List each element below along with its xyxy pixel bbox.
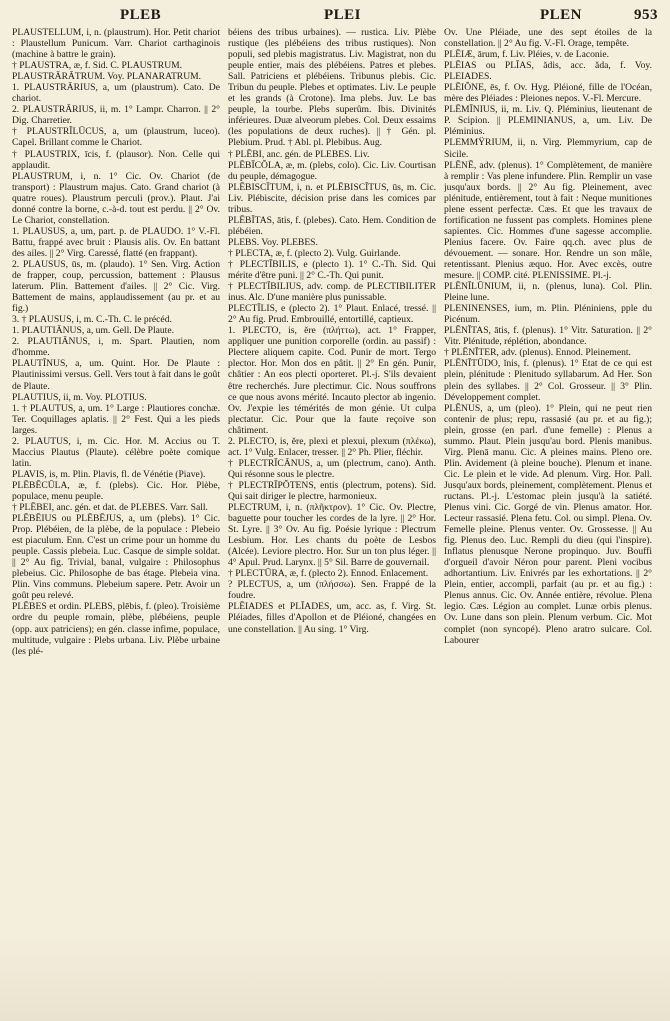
- dictionary-entry: 1. PLAUSTRĀRIUS, a, um (plaustrum). Cato. De chariot.: [12, 82, 220, 105]
- dictionary-entry: 3. † PLAUSUS, i, m. C.-Th. C. le précéd.: [12, 314, 172, 326]
- dictionary-entry: PLĒBĒCŪLA, æ, f. (plebs). Cic. Hor. Plèbe, populace, menu peuple.: [12, 479, 220, 502]
- dictionary-entry: PLĒNUS, a, um (pleo). 1° Plein, qui ne peut rien contenir de plus; repu, rassasié (au pr. et au fig.); plein, grosse (en parl. d'une femelle) : Plenus a summo. Plaut. Plein jusqu'au bord. Plenis manibus. Virg. Plenā manu. Cic. A pleines mains. Pleno ore. Plin. Avidement (à pleine bouche). Plenum et inane. Cic. Le plein et le vide. Ad plenum. Virg. Hor. Pall. Jusqu'aux bords, pleinement, complètement. Plenus et ructans. Pl.-j. L'estomac plein jusqu'à la satiété. Plenus vini. Cic. Gorgé de vin. Plenus amator. Hor. Lecteur rassasié. Plena fetu. Col. ou simpl. Plena. Ov. Femelle pleine. Plenus venter. Ov. Grossesse. || Au fig. Plenus deo. Luc. Rempli du dieu (qui l'inspire). Inflatus plenusque Nerone propinquo. Juv. Bouffi d'orgueil d'avoir Néron pour parent. Pleni vocibus adhortantium. Liv. Enivrés par les exhortations. || 2° Plein, entier, accompli, parfait (au pr. et au fig.) : Plenus annus. Cic. Ov. Année entière, révolue. Plena legio. Cæs. Légion au complet. Lunæ orbis plenus. Ov. Lune dans son plein. Plenum verbum. Cic. Mot complet (non syncopé). Pleno aratro sulcare. Col. Labourer: [444, 402, 652, 646]
- dictionary-entry: PLĒIÆ, ārum, f. Liv. Pléies, v. de Laconie.: [444, 49, 610, 61]
- dictionary-entry: PLEMMŸRIUM, ii, n. Virg. Plemmyrium, cap de Sicile.: [444, 137, 652, 160]
- dictionary-entry: 2. PLECTO, is, ĕre, plexi et plexui, plexum (πλέκω), act. 1° Vulg. Enlacer, tresser. || 2° Ph. Plier, fléchir.: [228, 435, 436, 458]
- dictionary-entry: PLĒIADES et PLĪADES, um, acc. as, f. Virg. St. Pléiades, filles d'Apollon et de Pléioné, changées en une constellation. || Au sing. 1° Virg.: [228, 601, 436, 635]
- dictionary-entry: PLĒNĪLŪNIUM, ii, n. (plenus, luna). Col. Plin. Pleine lune.: [444, 281, 652, 304]
- dictionary-entry: † PLECTĪBILIS, e (plecto 1). 1° C.-Th. Sid. Qui mérite d'être puni. || 2° C.-Th. Qui punit.: [228, 258, 436, 282]
- dictionary-entry: 2. PLAUSTRĀRIUS, ii, m. 1° Lampr. Charron. || 2° Dig. Charretier.: [12, 104, 220, 127]
- dictionary-entry: PLĒNĬTAS, ātis, f. (plenus). 1° Vitr. Saturation. || 2° Vitr. Plénitude, réplétion, abondance.: [444, 325, 652, 348]
- dictionary-entry: PLĒMĪNIUS, ii, m. Liv. Q. Pléminius, lieutenant de P. Scipion. || PLEMINIANUS, a, um. Liv. De Pléminius.: [444, 104, 652, 138]
- text-columns: [12, 27, 660, 1017]
- dictionary-entry: PLĒBĒIUS ou PLĒBĒJUS, a, um (plebs). 1° Cic. Prop. Plébéien, de la plèbe, de la populace : Plebeio est piaculum. Enn. C'est un crime pour un homme du peuple. Cassis plebeia. Luc. Casque de simple soldat. || 2° Au fig. Trivial, banal, vulgaire : Philosophus plebeius. Cic. Philosophe de bas étage. Plebeia vina. Plin. Vins communs. Plebeium sapere. Petr. Avoir un goût peu relevé.: [12, 513, 220, 602]
- running-header: [12, 5, 660, 25]
- dictionary-entry: PLĒBES et ordin. PLEBS, plēbis, f. (pleo). Troisième ordre du peuple romain, plèbe, plébéiens, peuple (opp. aux patriciens); en gén. classe infime, populace, multitude, vulgaire : Plebs urbana. Liv. Plèbe urbaine (les plé-: [12, 601, 220, 657]
- header-guide-word-right: PLEN: [540, 7, 583, 23]
- column-right: [444, 27, 652, 1017]
- dictionary-entry: PLAUSTRUM, i, n. 1° Cic. Ov. Chariot (de transport) : Plaustrum majus. Cato. Grand chariot (à quatre roues). Plaustrum perculi (prov.). Plaut. J'ai donné contre la borne, c.-à-d. tout est perdu. || 2° Ov. Le Chariot, constellation.: [12, 170, 220, 226]
- dictionary-entry: † PLAUSTRĪLŪCUS, a, um (plaustrum, luceo). Capel. Brillant comme le Chariot.: [12, 126, 220, 149]
- dictionary-entry: † PLAUSTRA, æ, f. Sid. C. PLAUSTRUM.: [12, 60, 183, 72]
- page-number: 953: [634, 7, 658, 23]
- dictionary-entry: 2. PLAUTUS, i, m. Cic. Hor. M. Accius ou T. Maccius Plautus (Plaute). célèbre poète comique latin.: [12, 435, 220, 469]
- dictionary-entry: 1. PLAUTIĀNUS, a, um. Gell. De Plaute.: [12, 325, 175, 337]
- dictionary-entry: PLENINENSES, ium, m. Plin. Pléniniens, pple du Picénum.: [444, 303, 652, 326]
- dictionary-entry: béiens des tribus urbaines). — rustica. Liv. Plèbe rustique (les plébéiens des tribus rustiques). Non populi, sed plebis magistratus. Liv. Magistrat, non du peuple entier, mais des plébéiens. Patres et plebes. Sall. Patriciens et plébéiens. Tribunus plebis. Cic. Tribun du peuple. Plebes et optimates. Liv. Le peuple et les grands (à Crotone). Ima plebs. Juv. Le bas peuple, la tourbe. Plebs superûm. Ibis. Divinités inférieures. Duæ alveorum plebes. Col. Deux essaims (les populations de deux ruches). || † Gén. pl. Plebium. Prud. † Abl. pl. Plebibus. Aug.: [228, 27, 436, 149]
- dictionary-entry: PLĒIŎNE, ēs, f. Ov. Hyg. Pléioné, fille de l'Océan, mère des Pléiades : Pleiones nepos. V.-Fl. Mercure.: [444, 82, 652, 105]
- dictionary-entry: † PLECTŪRA, æ, f. (plecto 2). Ennod. Enlacement.: [228, 568, 429, 580]
- dictionary-entry: † PLAUSTRIX, īcis, f. (plausor). Non. Celle qui applaudit.: [12, 148, 220, 171]
- dictionary-entry: PLAUTĪNUS, a, um. Quint. Hor. De Plaute : Plautinissimi versus. Gell. Vers tout à fait dans le goût de Plaute.: [12, 358, 220, 392]
- dictionary-entry: † PLECTRĪCĀNUS, a, um (plectrum, cano). Anth. Qui résonne sous le plectre.: [228, 457, 436, 480]
- dictionary-entry: † PLECTĪBILIUS, adv. comp. de PLECTIBILITER inus. Alc. D'une manière plus punissable.: [228, 281, 436, 304]
- dictionary-entry: PLAVIS, is, m. Plin. Plavis, fl. de Vénétie (Piave).: [12, 468, 206, 480]
- dictionary-entry: 1. † PLAUTUS, a, um. 1° Large : Plautiores conchæ. Ter. Coquillages aplatis. || 2° Fest. Qui a les pieds larges.: [12, 402, 220, 436]
- header-guide-word-left: PLEB: [120, 7, 162, 23]
- dictionary-entry: † PLĒBEI, anc. gén. et dat. de PLEBES. Varr. Sall.: [12, 502, 208, 514]
- dictionary-entry: PLECTĪLIS, e (plecto 2). 1° Plaut. Enlacé, tressé. || 2° Au fig. Prud. Embrouillé, entortillé, captieux.: [228, 303, 436, 326]
- dictionary-entry: † PLECTA, æ, f. (plecto 2). Vulg. Guirlande.: [228, 247, 401, 259]
- dictionary-entry: PLAUTIUS, ii, m. Voy. PLOTIUS.: [12, 391, 147, 403]
- dictionary-entry: PLEBS. Voy. PLEBES.: [228, 236, 318, 248]
- dictionary-entry: PLAUSTELLUM, i, n. (plaustrum). Hor. Petit chariot : Plaustellum Punicum. Varr. Chariot carthaginois (machine à battre le grain).: [12, 27, 220, 61]
- dictionary-entry: PLĒNĒ, adv. (plenus). 1° Complètement, de manière à remplir : Vas plene infundere. Plin. Remplir un vase jusqu'aux bords. || 2° Au fig. Pleinement, avec plénitude, entièrement, tout à fait : Neque munitiones plene essent perfectæ. Cæs. Et que les travaux de fortification ne fussent pas complets. Homines plene sapientes. Cic. Hommes d'une sagesse accomplie. Plenius facere. Ov. Faire qq.ch. avec plus de dévouement. — sonare. Hor. Rendre un son mâle, retentissant. Plenius æquo. Hor. Avec excès, outre mesure. || COMP. cité. PLENISSIME. Pl.-j.: [444, 159, 652, 282]
- dictionary-entry: PLECTRUM, i, n. (πλῆκτρον). 1° Cic. Ov. Plectre, baguette pour toucher les cordes de la lyre. || 2° Hor. St. Lyre. || 3° Ov. Au fig. Poésie lyrique : Plectrum Lesbium. Hor. Les chants du poète de Lesbos (Alcée). Leviore plectro. Hor. Sur un ton plus léger. || 4° Apul. Prud. Larynx. || 5° Sil. Barre de gouvernail.: [228, 502, 436, 569]
- dictionary-entry: ? PLECTUS, a, um (πλήσσω). Sen. Frappé de la foudre.: [228, 579, 436, 602]
- column-middle: [228, 27, 436, 1017]
- dictionary-entry: † PLECTRĪPŎTENS, entis (plectrum, potens). Sid. Qui sait diriger le plectre, harmonieux.: [228, 479, 436, 502]
- dictionary-entry: 2. PLAUTIĀNUS, i, m. Spart. Plautien, nom d'homme.: [12, 336, 220, 359]
- dictionary-entry: Ov. Une Pléiade, une des sept étoiles de la constellation. || 2° Au fig. V.-Fl. Orage, tempête.: [444, 27, 652, 50]
- header-guide-word-middle: PLEI: [324, 7, 362, 23]
- dictionary-entry: 1. PLAUSUS, a, um, part. p. de PLAUDO. 1° V.-Fl. Battu, frappé avec bruit : Plausis alis. Ov. En battant des ailes. || 2° Virg. Caressé, flatté (en frappant).: [12, 225, 220, 259]
- dictionary-entry: PLĒNĬTŪDO, ĭnis, f. (plenus). 1° Etat de ce qui est plein, plénitude : Plenitudo syllabarum. Ad Her. Son plein des syllabes. || 2° Col. Grosseur. || 3° Plin. Développement complet.: [444, 358, 652, 403]
- dictionary-entry: PLĒIAS ou PLĪAS, ădis, acc. ăda, f. Voy. PLEIADES.: [444, 60, 652, 83]
- dictionary-entry: PLĒBĪTAS, ātis, f. (plebes). Cato. Hem. Condition de plébéien.: [228, 214, 436, 237]
- dictionary-entry: † PLĒBI, anc. gén. de PLEBES. Liv.: [228, 148, 370, 160]
- dictionary-entry: PLĒBISCĪTUM, i, n. et PLĒBISCĪTUS, ūs, m. Cic. Liv. Plébiscite, décision prise dans les comices par tribus.: [228, 181, 436, 215]
- dictionary-entry: 2. PLAUSUS, ūs, m. (plaudo). 1° Sen. Virg. Action de frapper, coup, percussion, battement : Plausus laterum. Plin. Battement d'ailes. || 2° Cic. Virg. Battement de mains, applaudissement (au pr. et au fig.): [12, 258, 220, 315]
- dictionary-entry: † PLĒNĬTER, adv. (plenus). Ennod. Pleinement.: [444, 347, 631, 359]
- dictionary-entry: 1. PLECTO, is, ĕre (πλήττω), act. 1° Frapper, appliquer une punition corporelle (ordin. au passif) : Plectere aliquem capite. Cod. Punir de mort. Tergo plector. Hor. Mon dos en pâtit. || 2° En gén. Punir, châtier : An eos plecti oporteret. Pl.-j. S'ils devaient être recherchés. Jure plectimur. Cic. Nous souffrons ce que nous avons mérité. Incauto plector ab ingenio. Ov. J'expie les témérités de mon génie. Ut culpa plectatur. Cic. Pour que la faute reçoive son châtiment.: [228, 325, 436, 436]
- dictionary-entry: PLĒBĪCŎLA, æ, m. (plebs, colo). Cic. Liv. Courtisan du peuple, démagogue.: [228, 159, 436, 182]
- dictionary-entry: PLAUSTRĀRĀTRUM. Voy. PLANARATRUM.: [12, 71, 202, 83]
- column-left: [12, 27, 220, 1017]
